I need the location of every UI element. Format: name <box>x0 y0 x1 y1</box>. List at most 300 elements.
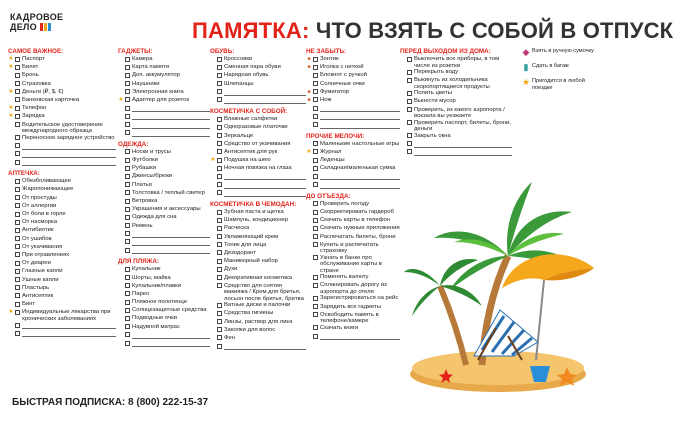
checklist-item[interactable] <box>118 89 210 97</box>
checklist-item[interactable] <box>118 299 210 307</box>
checkbox[interactable] <box>217 283 222 288</box>
checklist-item[interactable] <box>8 97 116 105</box>
checklist-item[interactable] <box>400 120 512 133</box>
checklist-item[interactable] <box>306 182 400 190</box>
checklist-item[interactable] <box>306 122 400 130</box>
star-icon: ★ <box>8 113 14 120</box>
checklist-item[interactable] <box>8 151 116 159</box>
checkbox[interactable] <box>15 323 20 328</box>
item-label: Парео <box>132 290 150 297</box>
checkbox[interactable] <box>313 325 318 330</box>
checklist-item[interactable] <box>210 310 306 318</box>
checkbox[interactable] <box>217 141 222 146</box>
checklist-item[interactable] <box>118 198 210 206</box>
item-label <box>320 333 400 340</box>
checkbox[interactable] <box>15 135 20 140</box>
checklist-item[interactable] <box>118 105 210 113</box>
checkbox[interactable] <box>313 65 318 70</box>
checkbox[interactable] <box>407 99 412 104</box>
checkbox[interactable] <box>407 133 412 138</box>
checklist-item[interactable] <box>118 81 210 89</box>
checkbox[interactable] <box>217 57 222 62</box>
checklist-item[interactable] <box>8 277 116 285</box>
item-label: Средства гигиены <box>224 310 274 317</box>
checkbox[interactable] <box>125 166 130 171</box>
checkbox[interactable] <box>125 73 130 78</box>
checkbox[interactable] <box>313 174 318 179</box>
checkbox[interactable] <box>125 199 130 204</box>
checklist-item[interactable] <box>306 217 400 225</box>
checkbox[interactable] <box>15 310 20 315</box>
checklist-item[interactable] <box>118 307 210 315</box>
checklist-item[interactable] <box>8 122 116 135</box>
checkbox[interactable] <box>313 106 318 111</box>
checkbox[interactable] <box>313 97 318 102</box>
checklist-item[interactable] <box>118 97 210 105</box>
checklist-item[interactable] <box>118 64 210 72</box>
checkbox[interactable] <box>217 259 222 264</box>
checklist-item[interactable] <box>210 266 306 274</box>
checklist-item[interactable] <box>8 285 116 293</box>
checkbox[interactable] <box>125 248 130 253</box>
checklist-item[interactable] <box>8 105 116 113</box>
checklist-item[interactable] <box>8 143 116 151</box>
checklist-item[interactable] <box>400 98 512 106</box>
footer-phone[interactable]: 8 (800) 222-15-37 <box>128 397 209 408</box>
checklist-item[interactable] <box>210 72 306 80</box>
checkbox[interactable] <box>313 201 318 206</box>
star-icon: ★ <box>210 157 216 164</box>
checklist-item[interactable] <box>306 255 400 275</box>
checkbox[interactable] <box>313 182 318 187</box>
checkbox[interactable] <box>313 89 318 94</box>
checkbox[interactable] <box>125 332 130 337</box>
checkbox[interactable] <box>15 285 20 290</box>
checkbox[interactable] <box>217 275 222 280</box>
checklist-item[interactable] <box>306 105 400 113</box>
checkbox[interactable] <box>15 261 20 266</box>
checkbox[interactable] <box>15 143 20 148</box>
checkbox[interactable] <box>217 117 222 122</box>
checklist-item[interactable] <box>306 274 400 282</box>
checkbox[interactable] <box>125 275 130 280</box>
checklist-item[interactable] <box>210 242 306 250</box>
checkbox[interactable] <box>313 141 318 146</box>
checkbox[interactable] <box>407 149 412 154</box>
checkbox[interactable] <box>217 65 222 70</box>
checkbox[interactable] <box>15 277 20 282</box>
checklist-item[interactable] <box>306 72 400 80</box>
item-label: Ночная повязка на глаза <box>224 165 292 172</box>
checkbox[interactable] <box>15 269 20 274</box>
checklist-item[interactable] <box>8 244 116 252</box>
checkbox[interactable] <box>15 57 20 62</box>
checkbox[interactable] <box>125 122 130 127</box>
checklist-item[interactable] <box>8 135 116 143</box>
checkbox[interactable] <box>217 344 222 349</box>
checklist-item[interactable] <box>8 252 116 260</box>
checkbox[interactable] <box>15 293 20 298</box>
checklist-item[interactable] <box>210 335 306 343</box>
checkbox[interactable] <box>217 125 222 130</box>
checklist-item[interactable] <box>210 234 306 242</box>
checklist-item[interactable] <box>118 149 210 157</box>
checkbox[interactable] <box>125 267 130 272</box>
item-label: От укачивания <box>22 243 63 250</box>
checklist-item[interactable] <box>306 234 400 242</box>
checkbox[interactable] <box>15 106 20 111</box>
checklist-item[interactable] <box>8 219 116 227</box>
checklist-item[interactable] <box>306 157 400 165</box>
checkbox[interactable] <box>125 97 130 102</box>
checklist-item[interactable] <box>210 302 306 310</box>
legend-item <box>520 48 600 57</box>
checklist-item[interactable] <box>210 157 306 165</box>
checkbox[interactable] <box>217 89 222 94</box>
checklist-item[interactable] <box>118 206 210 214</box>
checklist-item[interactable] <box>400 107 512 120</box>
checklist-item[interactable] <box>210 97 306 105</box>
checkbox[interactable] <box>313 57 318 62</box>
checkbox[interactable] <box>15 203 20 208</box>
checklist-item[interactable] <box>210 173 306 181</box>
checkbox[interactable] <box>125 207 130 212</box>
checkbox[interactable] <box>313 304 318 309</box>
checklist-item[interactable] <box>306 201 400 209</box>
checklist-item[interactable] <box>118 231 210 239</box>
checkbox[interactable] <box>217 174 222 179</box>
checklist-item[interactable] <box>306 333 400 341</box>
item-label: Спланировать дорогу из аэропорта до отеля <box>320 282 387 295</box>
checklist-item[interactable] <box>306 173 400 181</box>
checkbox[interactable] <box>313 218 318 223</box>
checkbox[interactable] <box>125 231 130 236</box>
checkbox[interactable] <box>15 228 20 233</box>
checklist-item[interactable] <box>210 81 306 89</box>
checklist-item[interactable] <box>118 324 210 332</box>
checklist-item[interactable] <box>210 343 306 351</box>
item-label: Зарядка <box>22 113 45 120</box>
checklist-item[interactable] <box>118 315 210 323</box>
checklist-item[interactable] <box>210 124 306 132</box>
checkbox[interactable] <box>125 190 130 195</box>
checklist-item[interactable] <box>306 282 400 295</box>
checkbox[interactable] <box>125 308 130 313</box>
item-label: Глазные капли <box>22 268 63 275</box>
checkbox[interactable] <box>217 226 222 231</box>
checklist-item[interactable] <box>118 113 210 121</box>
checkbox[interactable] <box>313 81 318 86</box>
checkbox[interactable] <box>217 97 222 102</box>
checklist-item[interactable] <box>306 225 400 233</box>
checklist-item[interactable] <box>8 330 116 338</box>
checkbox[interactable] <box>217 311 222 316</box>
checklist-item[interactable] <box>8 89 116 97</box>
checklist-item[interactable] <box>8 178 116 186</box>
checkbox[interactable] <box>217 158 222 163</box>
checkbox[interactable] <box>313 149 318 154</box>
checkbox[interactable] <box>125 316 130 321</box>
checklist-item[interactable] <box>306 295 400 303</box>
checkbox[interactable] <box>15 220 20 225</box>
checkbox[interactable] <box>15 73 20 78</box>
checklist-item[interactable] <box>306 89 400 97</box>
checkbox[interactable] <box>407 141 412 146</box>
checkbox[interactable] <box>15 89 20 94</box>
checkbox[interactable] <box>217 267 222 272</box>
item-label <box>132 231 210 238</box>
checklist-item[interactable] <box>210 319 306 327</box>
checkbox[interactable] <box>15 122 20 127</box>
checkbox[interactable] <box>313 122 318 127</box>
item-label <box>320 173 400 180</box>
checklist-item[interactable] <box>118 182 210 190</box>
item-label: Купальник <box>132 266 161 273</box>
checklist-item[interactable] <box>306 209 400 217</box>
checkbox[interactable] <box>407 78 412 83</box>
checkbox[interactable] <box>15 65 20 70</box>
checkbox[interactable] <box>217 335 222 340</box>
checklist-item[interactable] <box>8 268 116 276</box>
checklist-item[interactable] <box>118 72 210 80</box>
checkbox[interactable] <box>407 91 412 96</box>
item-label: Солнцезащитные средства <box>132 307 207 314</box>
item-label: Тоник для лица <box>224 241 267 248</box>
checkbox[interactable] <box>15 195 20 200</box>
checkbox[interactable] <box>217 327 222 332</box>
checkbox[interactable] <box>15 252 20 257</box>
checkbox[interactable] <box>217 166 222 171</box>
checkbox[interactable] <box>125 81 130 86</box>
checkbox[interactable] <box>15 114 20 119</box>
checkbox[interactable] <box>125 130 130 135</box>
checkbox[interactable] <box>125 291 130 296</box>
checklist-item[interactable] <box>210 217 306 225</box>
checkbox[interactable] <box>217 234 222 239</box>
checklist-item[interactable] <box>118 239 210 247</box>
checklist-item[interactable] <box>8 293 116 301</box>
checklist-item[interactable] <box>306 242 400 255</box>
checklist-item[interactable] <box>400 133 512 141</box>
checkbox[interactable] <box>313 234 318 239</box>
checkbox[interactable] <box>15 151 20 156</box>
checklist-item[interactable] <box>8 64 116 72</box>
checkbox[interactable] <box>125 149 130 154</box>
checkbox[interactable] <box>313 226 318 231</box>
checkbox[interactable] <box>15 179 20 184</box>
checklist-item[interactable] <box>8 236 116 244</box>
checklist-item[interactable] <box>400 77 512 90</box>
checklist-item[interactable] <box>210 275 306 283</box>
checklist-item[interactable] <box>118 291 210 299</box>
checkbox[interactable] <box>313 158 318 163</box>
checklist-item[interactable] <box>210 182 306 190</box>
checkbox[interactable] <box>125 223 130 228</box>
checklist-item[interactable] <box>8 195 116 203</box>
checkbox[interactable] <box>15 236 20 241</box>
checklist-item[interactable] <box>8 309 116 322</box>
checkbox[interactable] <box>313 73 318 78</box>
checklist-item[interactable] <box>306 325 400 333</box>
checklist-item[interactable] <box>306 312 400 325</box>
section-title: ДЛЯ ПЛЯЖА: <box>118 258 159 266</box>
checklist-item[interactable] <box>118 190 210 198</box>
checkbox[interactable] <box>15 160 20 165</box>
checklist-item[interactable] <box>306 113 400 121</box>
checkbox[interactable] <box>407 57 412 62</box>
checklist-item[interactable] <box>210 165 306 173</box>
item-label: Зарядить все гаджеты <box>320 303 381 310</box>
checkbox[interactable] <box>125 324 130 329</box>
checklist-item[interactable] <box>118 130 210 138</box>
checklist-item[interactable] <box>400 141 512 149</box>
checklist-item[interactable] <box>118 247 210 255</box>
checkbox[interactable] <box>125 89 130 94</box>
checklist-item[interactable] <box>118 332 210 340</box>
checkbox[interactable] <box>125 57 130 62</box>
checkbox[interactable] <box>217 73 222 78</box>
checkbox[interactable] <box>217 182 222 187</box>
checkbox[interactable] <box>217 210 222 215</box>
checkbox[interactable] <box>125 65 130 70</box>
checklist-item[interactable] <box>306 81 400 89</box>
checklist-item[interactable] <box>118 157 210 165</box>
checkbox[interactable] <box>407 70 412 75</box>
checkbox[interactable] <box>125 300 130 305</box>
checklist-item[interactable] <box>210 327 306 335</box>
checkbox[interactable] <box>125 158 130 163</box>
checkbox[interactable] <box>15 81 20 86</box>
checkbox[interactable] <box>125 283 130 288</box>
checklist-item[interactable] <box>210 283 306 303</box>
checklist-column <box>118 48 210 348</box>
checklist-item[interactable] <box>210 225 306 233</box>
item-label: Полить цветы <box>414 90 452 97</box>
checklist-item[interactable] <box>400 56 512 69</box>
checklist-item[interactable] <box>8 159 116 167</box>
checklist-item[interactable] <box>400 69 512 77</box>
checkbox[interactable] <box>407 120 412 125</box>
checklist-item[interactable] <box>118 223 210 231</box>
checklist-item[interactable] <box>8 227 116 235</box>
checkbox[interactable] <box>15 302 20 307</box>
checklist-item[interactable] <box>8 186 116 194</box>
checklist-item[interactable] <box>8 203 116 211</box>
checklist-item[interactable] <box>210 250 306 258</box>
checklist-item[interactable] <box>306 141 400 149</box>
checkbox[interactable] <box>217 149 222 154</box>
checklist-item[interactable] <box>210 64 306 72</box>
checklist-item[interactable] <box>8 56 116 64</box>
checkbox[interactable] <box>217 303 222 308</box>
item-label: Банковская карточка <box>22 96 80 103</box>
checklist-item[interactable] <box>8 113 116 121</box>
checklist-item[interactable] <box>210 89 306 97</box>
checkbox[interactable] <box>217 133 222 138</box>
checklist-item[interactable] <box>118 173 210 181</box>
checklist-item[interactable] <box>118 165 210 173</box>
checklist-item[interactable] <box>8 72 116 80</box>
checkbox[interactable] <box>313 114 318 119</box>
checklist-item[interactable] <box>118 275 210 283</box>
checkbox[interactable] <box>313 283 318 288</box>
checkbox[interactable] <box>217 250 222 255</box>
checklist-item[interactable] <box>306 304 400 312</box>
checklist-item[interactable] <box>306 149 400 157</box>
checklist-item[interactable] <box>8 81 116 89</box>
checklist-item[interactable] <box>210 149 306 157</box>
checkbox[interactable] <box>313 166 318 171</box>
checkbox[interactable] <box>125 114 130 119</box>
checkbox[interactable] <box>313 210 318 215</box>
checkbox[interactable] <box>313 296 318 301</box>
checkbox[interactable] <box>125 106 130 111</box>
checkbox[interactable] <box>15 212 20 217</box>
checkbox[interactable] <box>15 187 20 192</box>
checkbox[interactable] <box>125 239 130 244</box>
checklist-item[interactable] <box>306 56 400 64</box>
checklist-item[interactable] <box>210 56 306 64</box>
checklist-item[interactable] <box>306 165 400 173</box>
item-label: От простуды <box>22 194 57 201</box>
checkbox[interactable] <box>217 190 222 195</box>
checklist-item[interactable] <box>118 340 210 348</box>
checkbox[interactable] <box>125 215 130 220</box>
checkbox[interactable] <box>313 275 318 280</box>
checkbox[interactable] <box>125 182 130 187</box>
checklist-item[interactable] <box>210 190 306 198</box>
checklist-item[interactable] <box>210 133 306 141</box>
checkbox[interactable] <box>15 97 20 102</box>
checkbox[interactable] <box>125 341 130 346</box>
item-label: Антисептик <box>22 292 54 299</box>
checkbox[interactable] <box>15 331 20 336</box>
checklist-item[interactable] <box>118 214 210 222</box>
checklist-item[interactable] <box>210 141 306 149</box>
checklist-item[interactable] <box>210 258 306 266</box>
checkbox[interactable] <box>407 107 412 112</box>
checklist-item[interactable] <box>118 266 210 274</box>
checklist-item[interactable] <box>210 116 306 124</box>
item-label: Иголка с ниткой <box>320 64 364 71</box>
item-label: Скачать карты в телефон <box>320 217 390 224</box>
checkbox[interactable] <box>313 334 318 339</box>
checklist-item[interactable] <box>8 322 116 330</box>
checklist-item[interactable] <box>118 122 210 130</box>
checklist-item[interactable] <box>8 301 116 309</box>
item-label: Бронь <box>22 72 39 79</box>
checklist-item[interactable] <box>8 211 116 219</box>
checklist-item[interactable] <box>8 260 116 268</box>
checklist-item[interactable] <box>118 283 210 291</box>
checkbox[interactable] <box>313 255 318 260</box>
checkbox[interactable] <box>217 81 222 86</box>
checkbox[interactable] <box>125 174 130 179</box>
item-label: Карта памяти <box>132 64 170 71</box>
checkbox[interactable] <box>217 242 222 247</box>
checkbox[interactable] <box>313 312 318 317</box>
checkbox[interactable] <box>313 242 318 247</box>
checklist-item[interactable] <box>400 90 512 98</box>
checkbox[interactable] <box>15 244 20 249</box>
checklist-item[interactable] <box>210 209 306 217</box>
checklist-item[interactable] <box>118 56 210 64</box>
checkbox[interactable] <box>217 218 222 223</box>
checkbox[interactable] <box>217 319 222 324</box>
checklist-item[interactable] <box>306 97 400 105</box>
section-title: АПТЕЧКА: <box>8 170 40 178</box>
checklist-item[interactable] <box>400 149 512 157</box>
